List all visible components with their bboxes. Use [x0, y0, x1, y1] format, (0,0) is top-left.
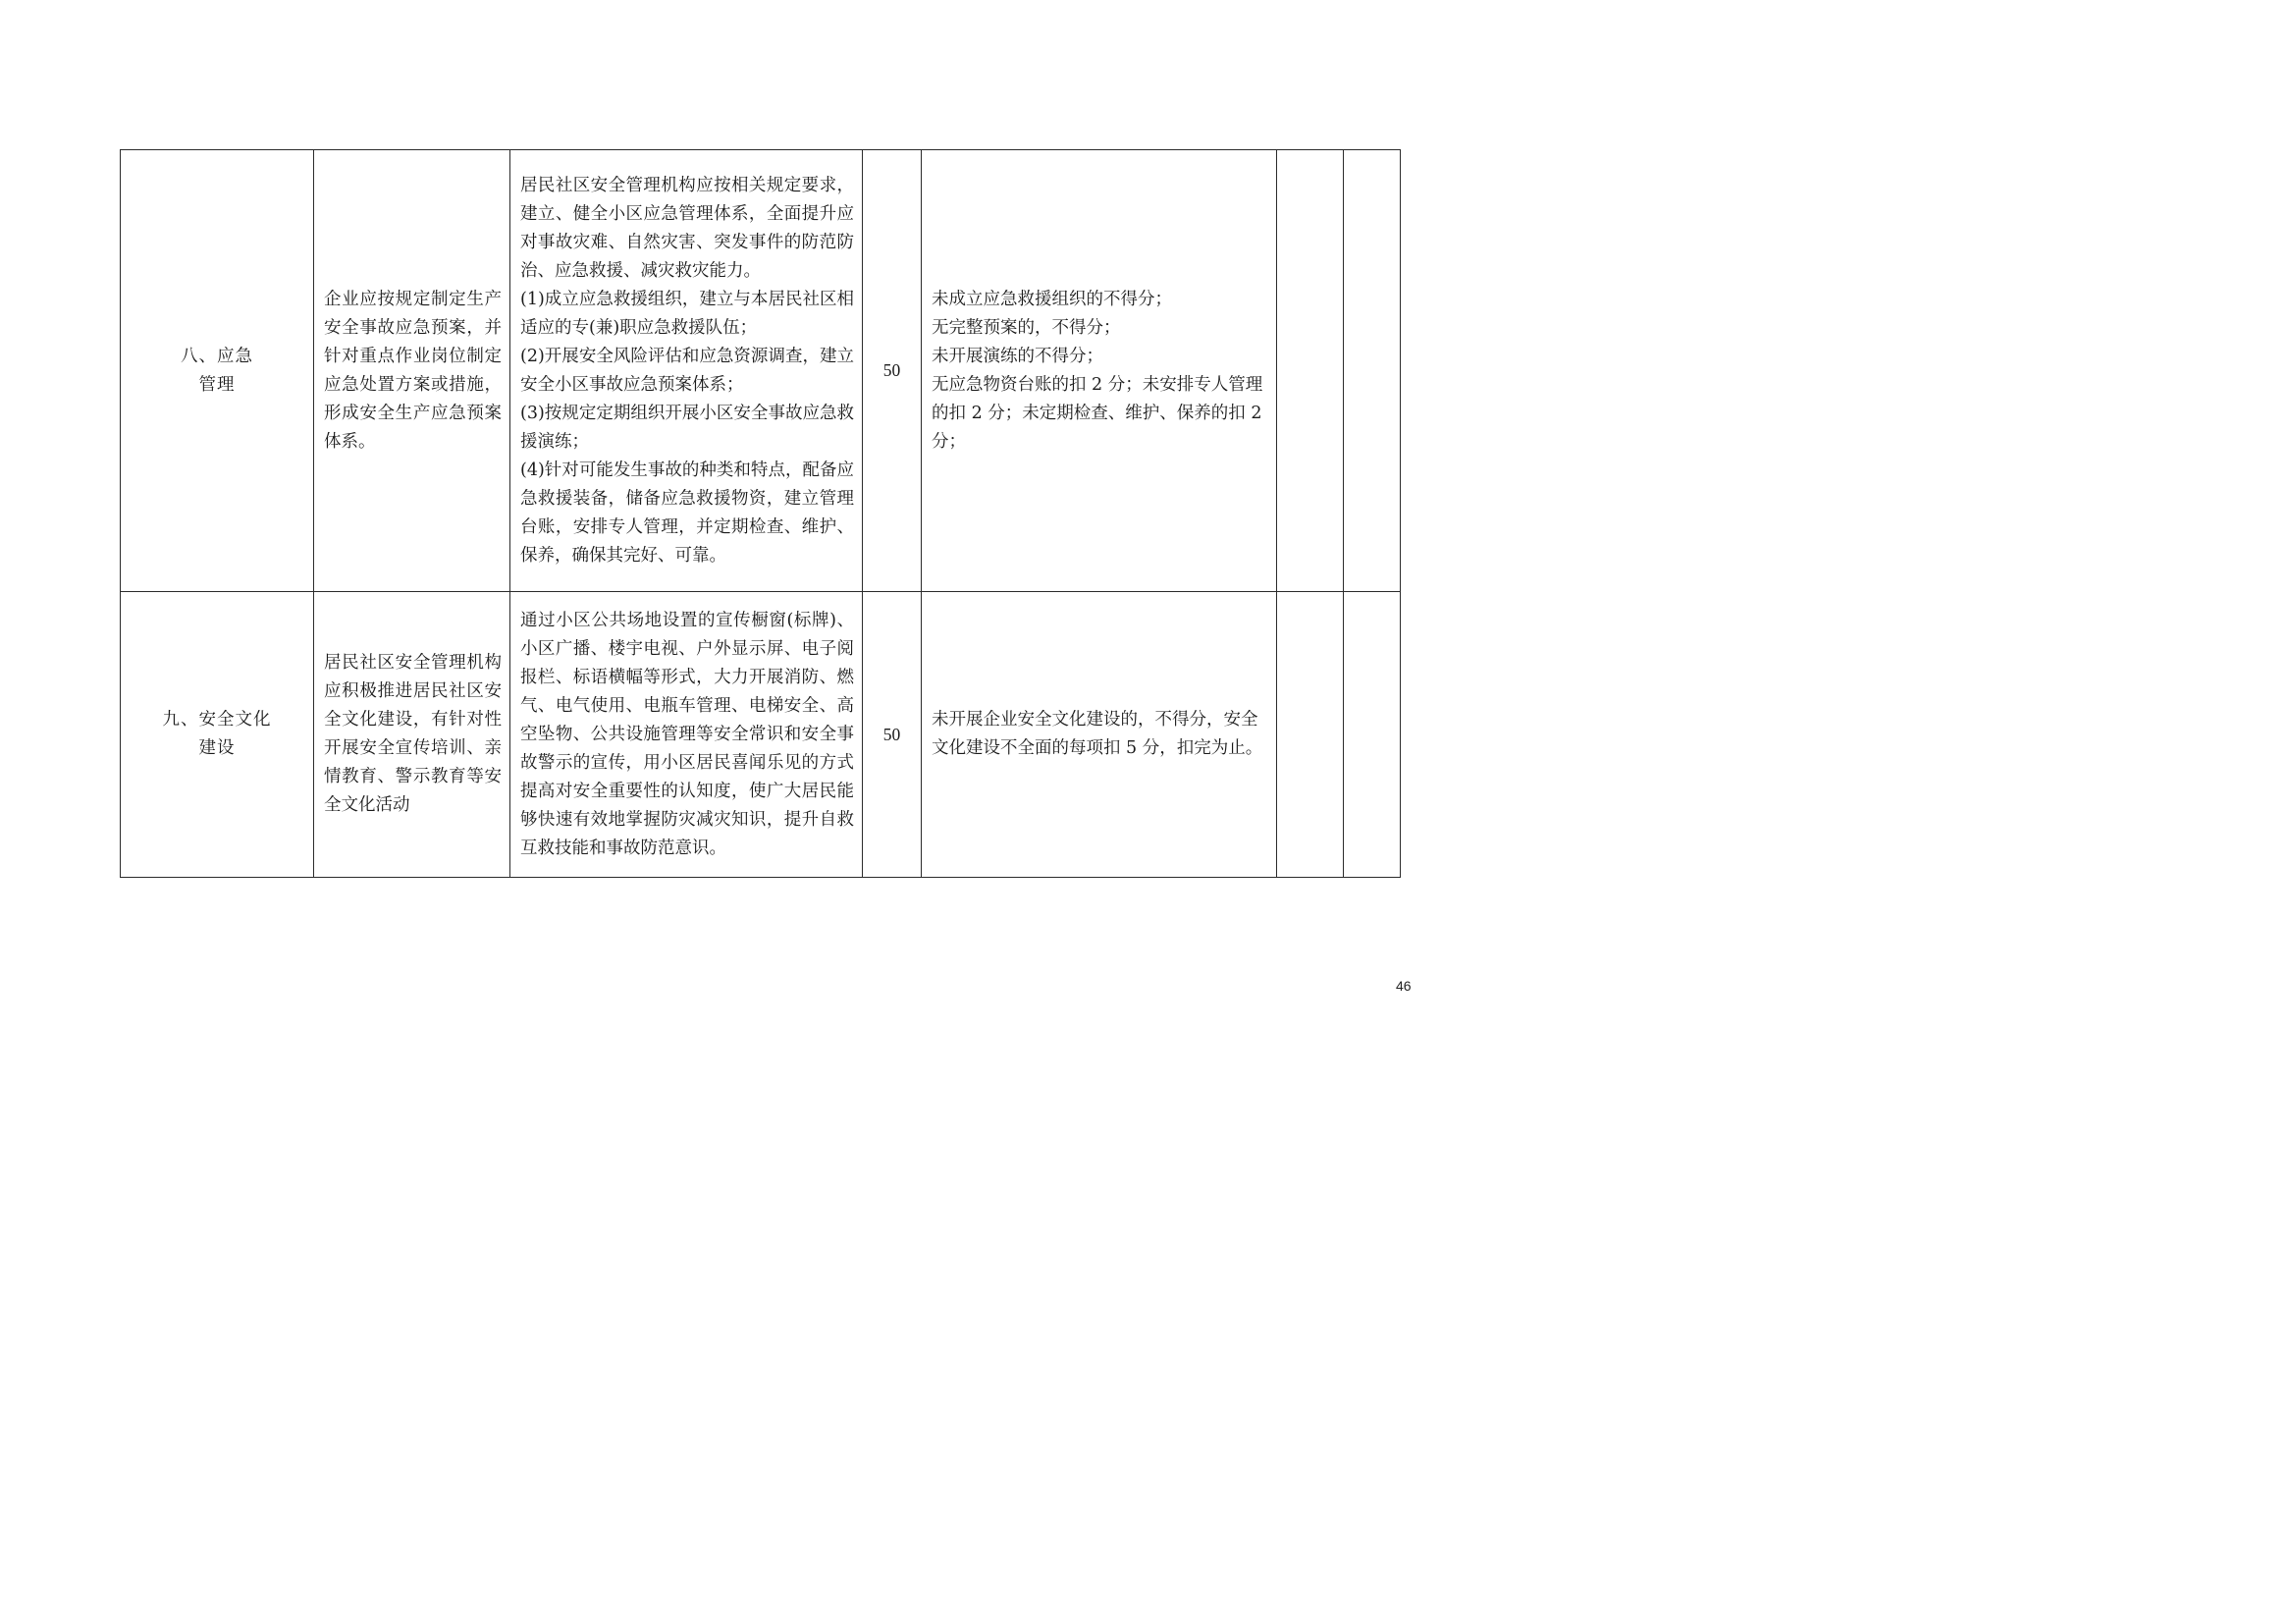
content-paragraph: (2)开展安全风险评估和应急资源调查，建立安全小区事故应急预案体系； — [520, 346, 854, 395]
standard-line: 未开展企业安全文化建设的，不得分，安全文化建设不全面的每项扣 5 分，扣完为止。 — [932, 710, 1263, 758]
empty-cell — [1344, 150, 1401, 592]
standard-line: 无完整预案的，不得分； — [932, 317, 1121, 338]
content-cell — [510, 592, 863, 878]
content-paragraph: (4)针对可能发生事故的种类和特点，配备应急救援装备，储备应急救援物资，建立管理台账，安排专人管理，并定期检查、维护、保养，确保其完好、可靠。 — [520, 460, 854, 566]
assessment-table — [120, 149, 1401, 878]
content-paragraph: (3)按规定定期组织开展小区安全事故应急救援演练； — [520, 403, 854, 452]
standard-line: 无应急物资台账的扣 2 分；未安排专人管理的扣 2 分；未定期检查、维护、保养的扣 2 分； — [932, 374, 1263, 452]
item-title: 九、安全文化 — [162, 710, 272, 730]
empty-cell — [1277, 592, 1344, 878]
table-row — [121, 150, 1401, 592]
item-cell — [121, 592, 314, 878]
page-number: 46 — [1396, 978, 1412, 994]
content-paragraph: (1)成立应急救援组织，建立与本居民社区相适应的专(兼)职应急救援队伍； — [520, 289, 854, 338]
item-title-cont: 建设 — [198, 738, 236, 758]
item-cell — [121, 150, 314, 592]
requirement-cell: 企业应按规定制定生产安全事故应急预案，并针对重点作业岗位制定应急处置方案或措施，形成安全生产应急预案体系。 — [314, 150, 510, 592]
content-paragraph: 通过小区公共场地设置的宣传橱窗(标牌)、小区广播、楼宇电视、户外显示屏、电子阅报栏、标语横幅等形式，大力开展消防、燃气、电气使用、电瓶车管理、电梯安全、高空坠物、公共设施管理等安全常识和安全事故警示的宣传，用小区居民喜闻乐见的方式提高对安全重要性的认知度，使广大居民能够快速有效地掌握防灾减灾知识，提升自救互救技能和事故防范意识。 — [520, 610, 854, 858]
standard-line: 未开展演练的不得分； — [932, 346, 1103, 366]
standard-line: 未成立应急救援组织的不得分； — [932, 289, 1172, 309]
score-cell: 50 — [863, 150, 922, 592]
standard-cell — [922, 592, 1277, 878]
standard-cell — [922, 150, 1277, 592]
content-cell — [510, 150, 863, 592]
table-row — [121, 592, 1401, 878]
empty-cell — [1344, 592, 1401, 878]
empty-cell — [1277, 150, 1344, 592]
score-cell: 50 — [863, 592, 922, 878]
content-paragraph: 居民社区安全管理机构应按相关规定要求，建立、健全小区应急管理体系，全面提升应对事故灾难、自然灾害、突发事件的防范防治、应急救援、减灾救灾能力。 — [520, 175, 854, 281]
item-title: 八、应急 — [181, 346, 253, 366]
item-title-cont: 管理 — [198, 374, 236, 395]
requirement-cell: 居民社区安全管理机构应积极推进居民社区安全文化建设，有针对性开展安全宣传培训、亲情教育、警示教育等安全文化活动 — [314, 592, 510, 878]
